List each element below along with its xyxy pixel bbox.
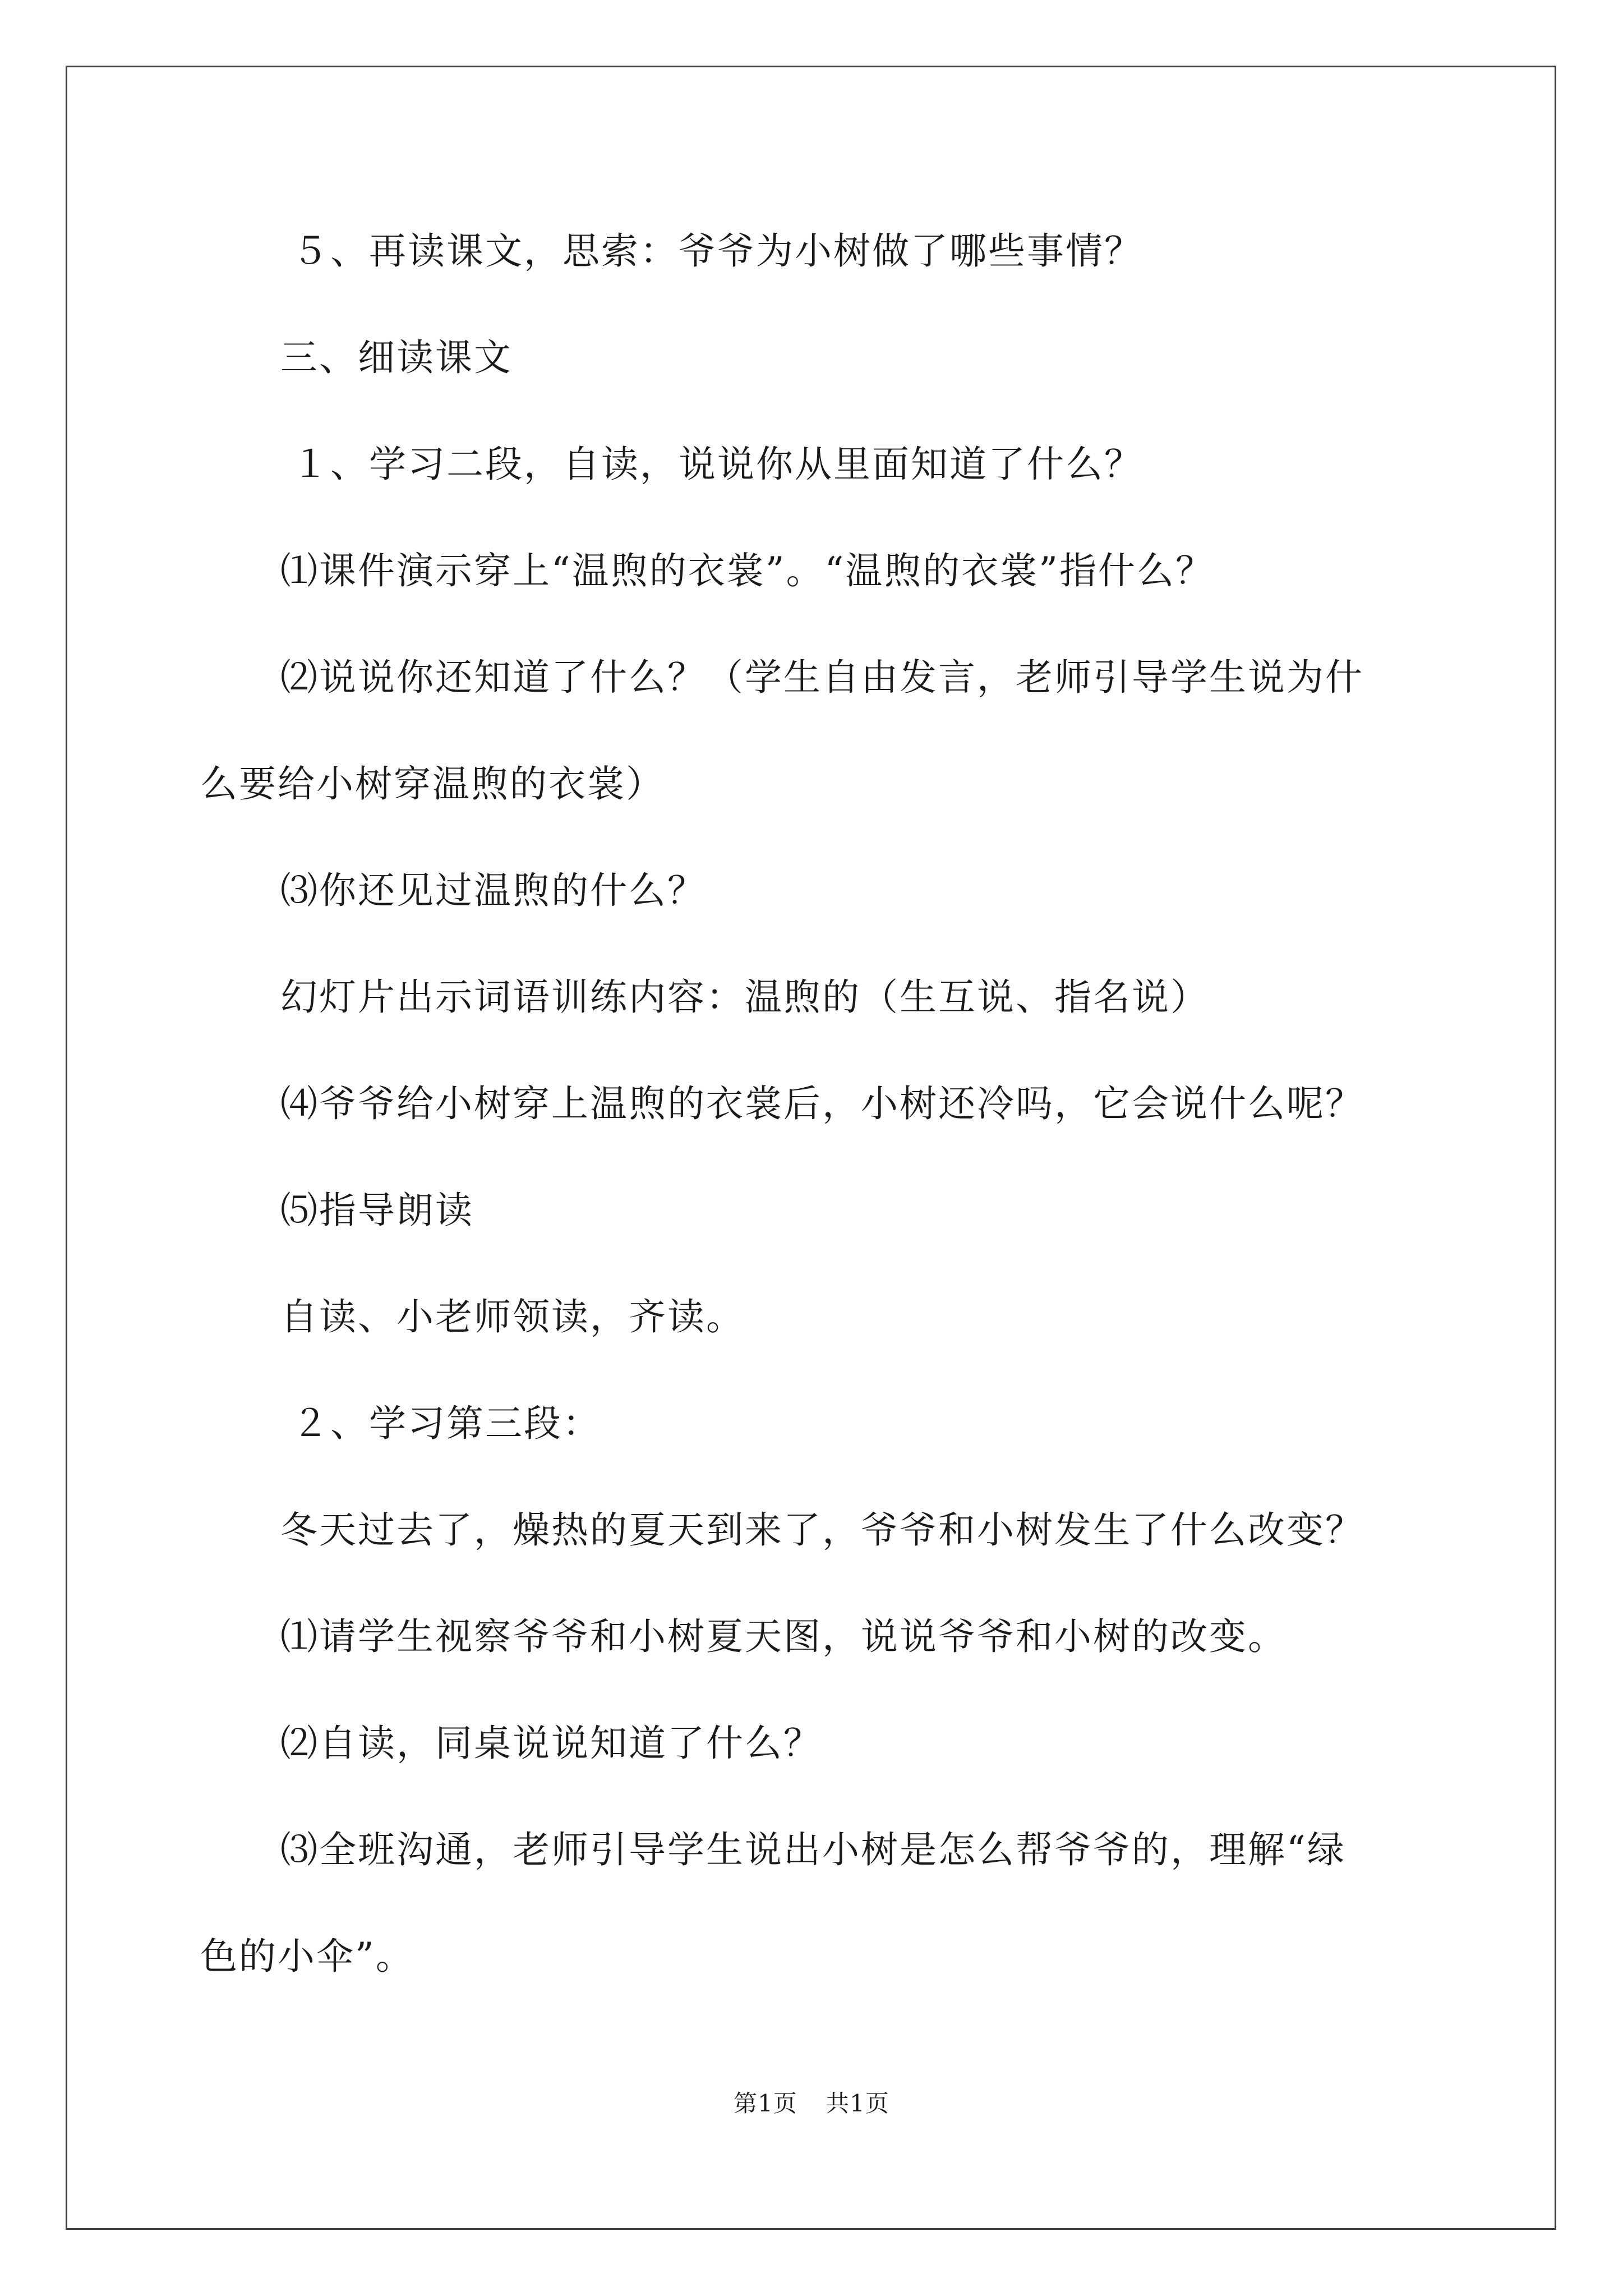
text-line: 冬天过去了，燥热的夏天到来了，爷爷和小树发生了什么改变？ bbox=[280, 1508, 1364, 1552]
text-line: 幻灯片出示词语训练内容：温煦的（生互说、指名说） bbox=[280, 976, 1209, 1019]
text-line: １、学习二段，自读，说说你从里面知道了什么？ bbox=[292, 443, 1143, 486]
text-line: ５、再读课文，思索：爷爷为小树做了哪些事情？ bbox=[292, 229, 1143, 273]
text-line: 色的小伞”。 bbox=[200, 1935, 414, 1978]
text-line: ⑴请学生视察爷爷和小树夏天图，说说爷爷和小树的改变。 bbox=[280, 1615, 1287, 1658]
text-line: ⑵说说你还知道了什么？（学生自由发言，老师引导学生说为什 bbox=[280, 656, 1364, 699]
page-footer bbox=[0, 2090, 1623, 2118]
text-line: ⑶你还见过温煦的什么？ bbox=[280, 869, 706, 912]
text-line: 自读、小老师领读，齐读。 bbox=[280, 1295, 745, 1338]
text-line: ⑵自读，同桌说说知道了什么？ bbox=[280, 1722, 822, 1765]
text-line: ２、学习第三段： bbox=[292, 1402, 601, 1445]
text-line: 么要给小树穿温煦的衣裳） bbox=[200, 762, 665, 806]
text-line: ⑸指导朗读 bbox=[280, 1189, 474, 1232]
text-line: ⑷爷爷给小树穿上温煦的衣裳后，小树还冷吗，它会说什么呢？ bbox=[280, 1082, 1364, 1125]
section-heading: 三、细读课文 bbox=[280, 336, 513, 379]
page-total: 共1页 bbox=[826, 2090, 889, 2117]
page-number: 第1页 bbox=[734, 2090, 797, 2117]
text-line: ⑶全班沟通，老师引导学生说出小树是怎么帮爷爷的，理解“绿 bbox=[280, 1828, 1346, 1871]
text-line: ⑴课件演示穿上“温煦的衣裳”。“温煦的衣裳”指什么？ bbox=[280, 549, 1214, 592]
